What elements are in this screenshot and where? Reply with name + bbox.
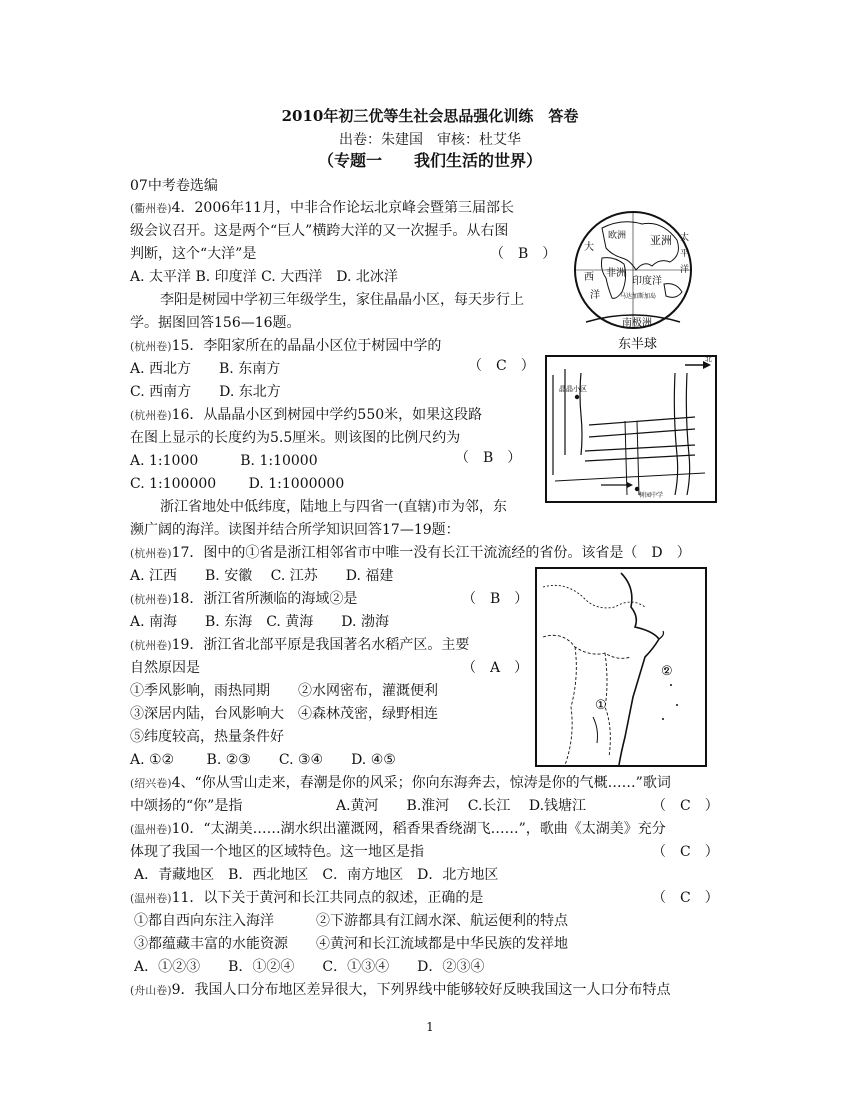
- options: C. 西南方 D. 东北方: [130, 384, 281, 400]
- page-title: 2010年初三优等生社会思品强化训练 答卷: [281, 107, 579, 125]
- street-map: [545, 355, 717, 503]
- home-label: 晶晶小区: [559, 385, 587, 393]
- school-label: 树园中学: [639, 492, 664, 499]
- statement-options: ⑤纬度较高，热量条件好: [130, 729, 284, 745]
- question-text: 17．图中的①省是浙江相邻省市中唯一没有长江干流流经的省份。该省是（ D ）: [171, 545, 691, 561]
- options: A. 西北方 B. 东南方: [130, 361, 281, 377]
- authors-line: 出卷：朱建国 审核：杜艾华: [339, 132, 521, 148]
- question-19: [130, 635, 469, 656]
- label-pacific-3: 洋: [680, 265, 690, 275]
- question-text: 在图上显示的长度约为5.5厘米。则该图的比例尺约为: [130, 430, 461, 446]
- section-label: 07中考卷选编: [130, 178, 218, 194]
- answer: （ C ）: [468, 358, 535, 374]
- question-10: [130, 819, 666, 840]
- answer: （ B ）: [462, 591, 529, 607]
- question-text: 4、“你从雪山走来，春潮是你的风采；你向东海奔去，惊涛是你的气概……”歌词: [171, 775, 671, 791]
- question-4: [130, 198, 514, 219]
- question-text: 10．“太湖美……湖水织出灌溉网，稻香果香绕湖飞……”，歌曲《太湖美》充分: [171, 821, 666, 837]
- passage: 李阳是树园中学初三年级学生，家住晶晶小区，每天步行上: [160, 292, 524, 308]
- question-17: [130, 543, 691, 564]
- label-africa: 非洲: [606, 268, 626, 279]
- question-text: 自然原因是: [130, 660, 200, 676]
- question-4-shaoxing: [130, 773, 671, 794]
- answer: （ B ）: [490, 246, 557, 262]
- statement-options: ③深居内陆，台风影响大 ④森林茂密，绿野相连: [130, 706, 438, 722]
- page-number: 1: [426, 1020, 434, 1034]
- passage: 濒广阔的海洋。读图并结合所学知识回答17—19题：: [130, 522, 460, 538]
- topic-heading: （专题一 我们生活的世界）: [317, 151, 542, 170]
- label-asia: 亚洲: [650, 234, 672, 247]
- question-text: 19．浙江省北部平原是我国著名水稻产区。主要: [171, 637, 470, 653]
- question-source: (绍兴卷): [130, 777, 172, 790]
- label-madagascar: 马达加斯加岛: [620, 293, 657, 300]
- passage: 学。据图回答156—16题。: [130, 315, 301, 331]
- question-source: (杭州卷): [130, 409, 172, 422]
- globe-drawing: [572, 200, 694, 355]
- question-source: (温州卷): [130, 823, 172, 836]
- zhejiang-map: [535, 567, 707, 767]
- options: C. 1:100000 D. 1:1000000: [130, 476, 345, 492]
- question-text: 中颂扬的“你”是指: [130, 798, 243, 814]
- question-source: (衢州卷): [130, 202, 172, 215]
- street-map-drawing: [545, 355, 717, 503]
- answer: （ C ）: [652, 890, 719, 906]
- statement-options: ①都自西向东注入海洋 ②下游都具有江阔水深、航运便利的特点: [134, 913, 568, 929]
- question-text: 级会议召开。这是两个“巨人”横跨大洋的又一次握手。从右图: [130, 223, 509, 239]
- question-source: (杭州卷): [130, 340, 172, 353]
- question-source: (杭州卷): [130, 547, 172, 560]
- sea-2-label: ②: [661, 664, 673, 679]
- options: A. 太平洋 B. 印度洋 C. 大西洋 D. 北冰洋: [130, 269, 398, 285]
- answer: （ B ）: [455, 450, 522, 466]
- label-indian-ocean: 印度洋: [632, 276, 662, 287]
- question-16: [130, 405, 482, 426]
- label-atlantic-3: 洋: [590, 290, 600, 301]
- question-source: (温州卷): [130, 892, 172, 905]
- question-source: (杭州卷): [130, 639, 172, 652]
- question-source: (舟山卷): [130, 984, 172, 997]
- answer: （ C ）: [652, 844, 719, 860]
- options: A．青藏地区 B．西北地区 C．南方地区 D．北方地区: [134, 867, 499, 883]
- options: A. ①② B. ②③ C. ③④ D. ④⑤: [130, 752, 396, 768]
- question-source: (杭州卷): [130, 593, 172, 606]
- answer: （ A ）: [462, 660, 529, 676]
- question-text: 16．从晶晶小区到树园中学约550米，如果这段路: [171, 407, 483, 423]
- options: A.黄河 B.淮河 C.长江 D.钱塘江: [336, 798, 587, 814]
- question-text: 判断，这个“大洋”是: [130, 246, 257, 262]
- answer: （ C ）: [652, 798, 719, 814]
- options: A．①②③ B．①②④ C．①③④ D．②③④: [134, 959, 485, 975]
- question-text: 9．我国人口分布地区差异很大，下列界线中能够较好反映我国这一人口分布特点: [171, 982, 671, 998]
- label-pacific-1: 太: [680, 233, 690, 243]
- statement-options: ③都蕴藏丰富的水能资源 ④黄河和长江流域都是中华民族的发祥地: [134, 936, 568, 952]
- options: A. 南海 B. 东海 C. 黄海 D. 渤海: [130, 614, 389, 630]
- north-label: 北: [705, 355, 712, 363]
- statement-options: ①季风影响，雨热同期 ②水网密布，灌溉便利: [130, 683, 438, 699]
- question-9: [130, 980, 671, 1001]
- question-18: [130, 589, 357, 610]
- options: A. 1:1000 B. 1:10000: [130, 453, 318, 469]
- label-atlantic-1: 大: [584, 242, 594, 253]
- eastern-hemisphere-map: [572, 200, 694, 355]
- globe-caption: 东半球: [618, 337, 658, 352]
- question-text: 4．2006年11月，中非合作论坛北京峰会暨第三届部长: [171, 200, 514, 216]
- options: A. 江西 B. 安徽 C. 江苏 D. 福建: [130, 568, 394, 584]
- question-text: 体现了我国一个地区的区域特色。这一地区是指: [130, 844, 424, 860]
- label-pacific-2: 平: [680, 249, 690, 259]
- label-europe: 欧洲: [608, 231, 627, 241]
- zhejiang-map-drawing: [535, 567, 707, 767]
- passage: 浙江省地处中低纬度，陆地上与四省一(直辖)市为邻，东: [160, 499, 507, 515]
- question-11: [130, 888, 483, 909]
- question-15: [130, 336, 441, 357]
- province-1-label: ①: [595, 698, 607, 713]
- label-atlantic-2: 西: [584, 272, 594, 283]
- question-text: 18．浙江省所濒临的海域②是: [171, 591, 358, 607]
- question-text: 15．李阳家所在的晶晶小区位于树园中学的: [171, 338, 442, 354]
- label-antarctica: 南极洲: [622, 318, 652, 329]
- question-text: 11．以下关于黄河和长江共同点的叙述，正确的是: [171, 890, 484, 906]
